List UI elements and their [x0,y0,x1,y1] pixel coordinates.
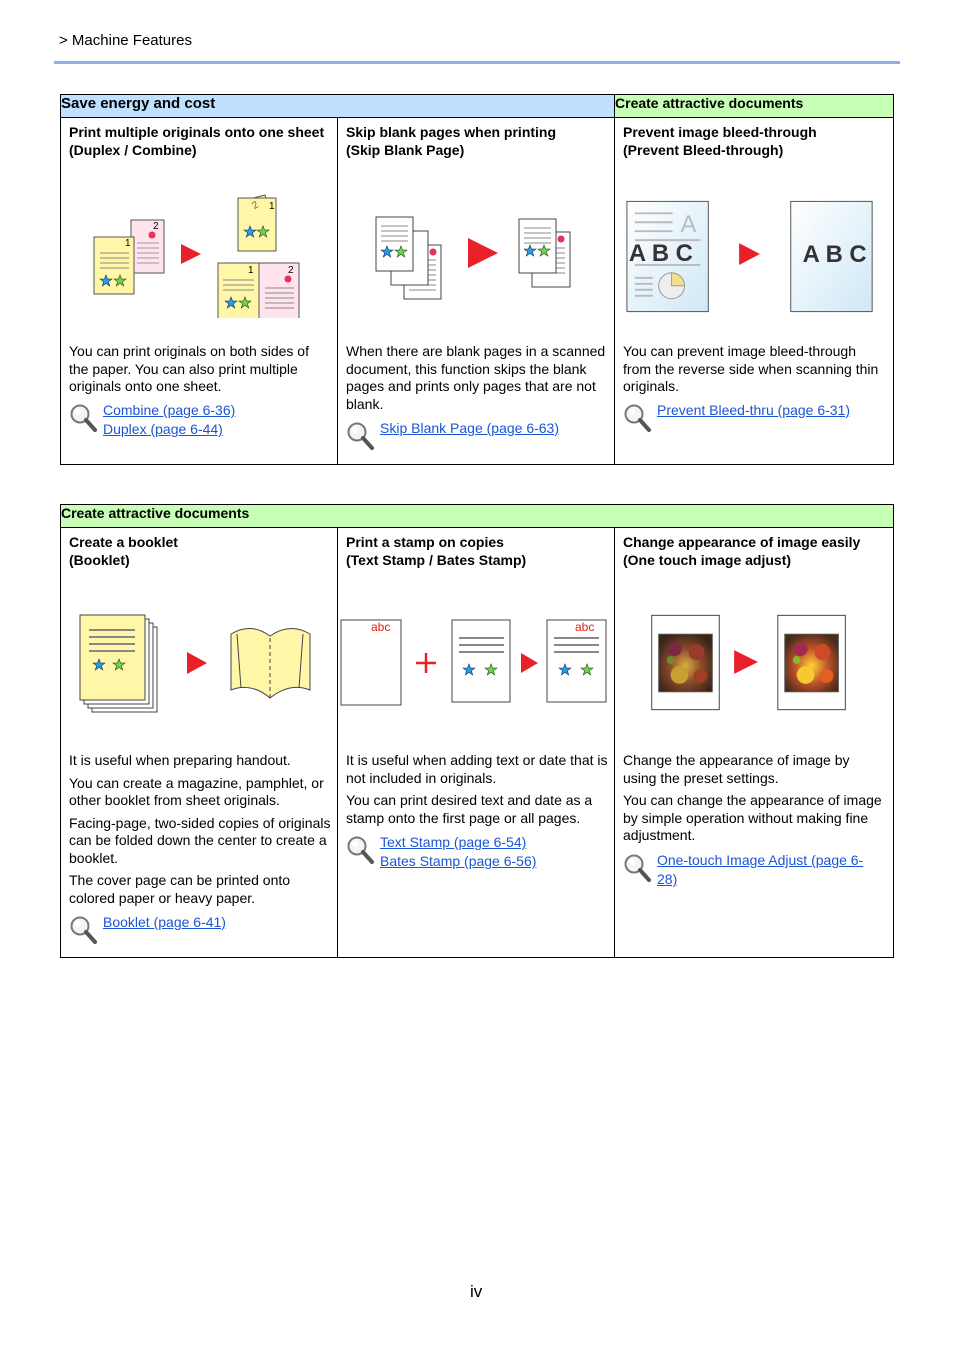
magnifier-icon [69,913,99,945]
link-bates-stamp[interactable]: Bates Stamp (page 6-56) [380,853,537,869]
page-number-label: 2 [153,221,159,232]
breadcrumb: > Machine Features [59,32,192,49]
feature-description: You can prevent image bleed-through from the reverse side when scanning thin originals. [623,343,879,394]
magnifier-icon [346,419,376,451]
feature-description: When there are blank pages in a scanned document, this function skips the blank pages and prints only pages that are not blank. [346,343,606,412]
bleed-letter: A [680,211,697,239]
magnifier-icon [69,401,99,433]
magnifier-icon [623,851,653,883]
link-duplex[interactable]: Duplex (page 6-44) [103,421,223,437]
bleed-abc-text: A B C [628,239,693,267]
feature-image-adjust [615,528,894,958]
feature-title: Print a stamp on copies (Text Stamp / Bates Stamp) [346,534,527,568]
feature-stamp [338,528,615,958]
image-adjust-illustration [615,612,892,714]
skip-blank-illustration [338,188,615,318]
stamp-illustration [338,618,615,713]
feature-title: Print multiple originals onto one sheet (Duplex / Combine) [69,124,325,158]
feature-title: Prevent image bleed-through (Prevent Bleed-through) [623,124,817,158]
bleed-through-illustration [615,198,892,316]
arrow-icon [521,653,538,673]
link-one-touch-image-adjust-cont[interactable]: 28) [657,871,678,887]
arrow-icon [739,243,760,265]
header-rule [54,61,900,64]
feature-booklet [61,528,338,958]
features-table-2 [60,504,894,958]
page-number-label: 2 [288,265,294,276]
header-save-energy: Save energy and cost [61,95,615,118]
booklet-illustration [61,612,338,722]
svg-text:2: 2 [250,199,261,212]
arrow-icon [734,650,758,674]
link-booklet[interactable]: Booklet (page 6-41) [103,914,226,930]
duplex-combine-illustration [61,188,338,318]
arrow-icon [468,238,498,268]
page-number-label: 1 [248,265,254,276]
features-table-1 [60,94,894,465]
link-one-touch-image-adjust[interactable]: One-touch Image Adjust (page 6- [657,852,864,868]
feature-title: Create a booklet (Booklet) [69,534,178,568]
feature-description: You can print originals on both sides of the paper. You can also print multiple originals onto one sheet. [69,343,309,394]
feature-title: Change appearance of image easily (One touch image adjust) [623,534,861,568]
feature-duplex-combine [61,118,338,465]
stamp-text: abc [371,620,391,634]
feature-title: Skip blank pages when printing (Skip Blank Page) [346,124,557,158]
feature-description: It is useful when preparing handout. You can create a magazine, pamphlet, or other booklet from sheet originals. Facing-page, two-sided copies of originals can be folded down the center to create a booklet. The cover page can be printed onto colored paper or heavy paper. [69,752,331,906]
svg-text:1: 1 [269,201,275,212]
link-prevent-bleed-thru[interactable]: Prevent Bleed-thru (page 6-31) [657,402,851,418]
arrow-icon [181,244,201,264]
header-attractive-docs: Create attractive documents [615,95,894,118]
page-number: iv [470,1282,483,1301]
link-text-stamp[interactable]: Text Stamp (page 6-54) [380,834,527,850]
magnifier-icon [623,401,653,433]
link-combine[interactable]: Combine (page 6-36) [103,402,236,418]
feature-description: It is useful when adding text or date that is not included in originals. You can print desired text and date as a stamp onto the first page or all pages. [346,752,608,826]
clean-abc-text: A B C [802,240,867,268]
feature-description: Change the appearance of image by using the preset settings. You can change the appearance of image by simple operation without making fine adjustment. [623,752,882,843]
magnifier-icon [346,833,376,865]
stamp-text: abc [575,620,595,634]
feature-skip-blank [338,118,615,465]
arrow-icon [187,652,207,674]
link-skip-blank[interactable]: Skip Blank Page (page 6-63) [380,420,559,436]
page-number-label: 1 [125,238,131,249]
feature-bleed-through [615,118,894,465]
header-attractive-docs-2: Create attractive documents [61,505,894,528]
